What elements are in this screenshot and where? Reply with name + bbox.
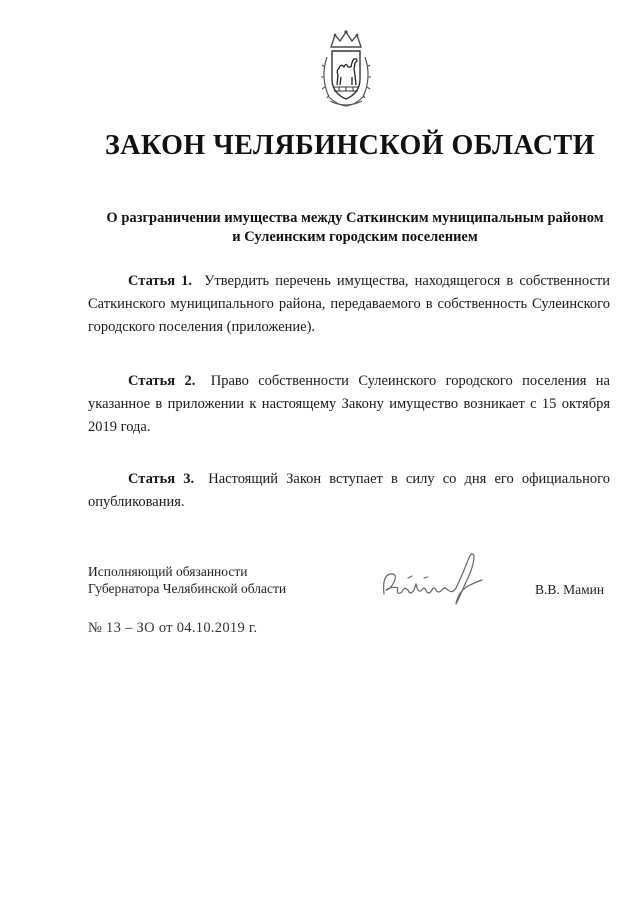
law-subtitle xyxy=(95,209,615,247)
article-3-text: Настоящий Закон вступает в силу со дня его официального опубликования. xyxy=(88,471,611,510)
signatory-position-line-2: Губернатора Челябинской области xyxy=(88,581,287,596)
law-subtitle-line-2: и Сулеинским городским поселением xyxy=(232,229,478,245)
signatory-name: В.В. Мамин xyxy=(535,582,605,597)
article-1 xyxy=(88,270,610,339)
article-1-label: Статья 1. xyxy=(128,273,193,289)
registration-number: № 13 – ЗО от 04.10.2019 г. xyxy=(88,620,258,636)
article-2-text: Право собственности Сулеинского городского поселения на указанное в приложении к настоящему Закону имущество возникает с 15 октября 2019 года. xyxy=(88,373,610,435)
coat-of-arms-icon xyxy=(317,27,375,109)
signatory-position xyxy=(88,563,348,597)
article-2 xyxy=(88,370,610,439)
article-3-label: Статья 3. xyxy=(128,471,195,487)
law-title: ЗАКОН ЧЕЛЯБИНСКОЙ ОБЛАСТИ xyxy=(104,130,596,161)
handwritten-signature xyxy=(378,546,490,608)
signatory-position-line-1: Исполняющий обязанности xyxy=(88,564,248,579)
article-1-text: Утвердить перечень имущества, находящегося в собственности Саткинского муниципального района, передаваемого в собственность Сулеинского городского поселения (приложение). xyxy=(88,273,611,335)
article-2-label: Статья 2. xyxy=(128,373,196,389)
law-subtitle-line-1: О разграничении имущества между Саткинским муниципальным районом xyxy=(106,210,604,226)
article-3 xyxy=(88,468,610,514)
